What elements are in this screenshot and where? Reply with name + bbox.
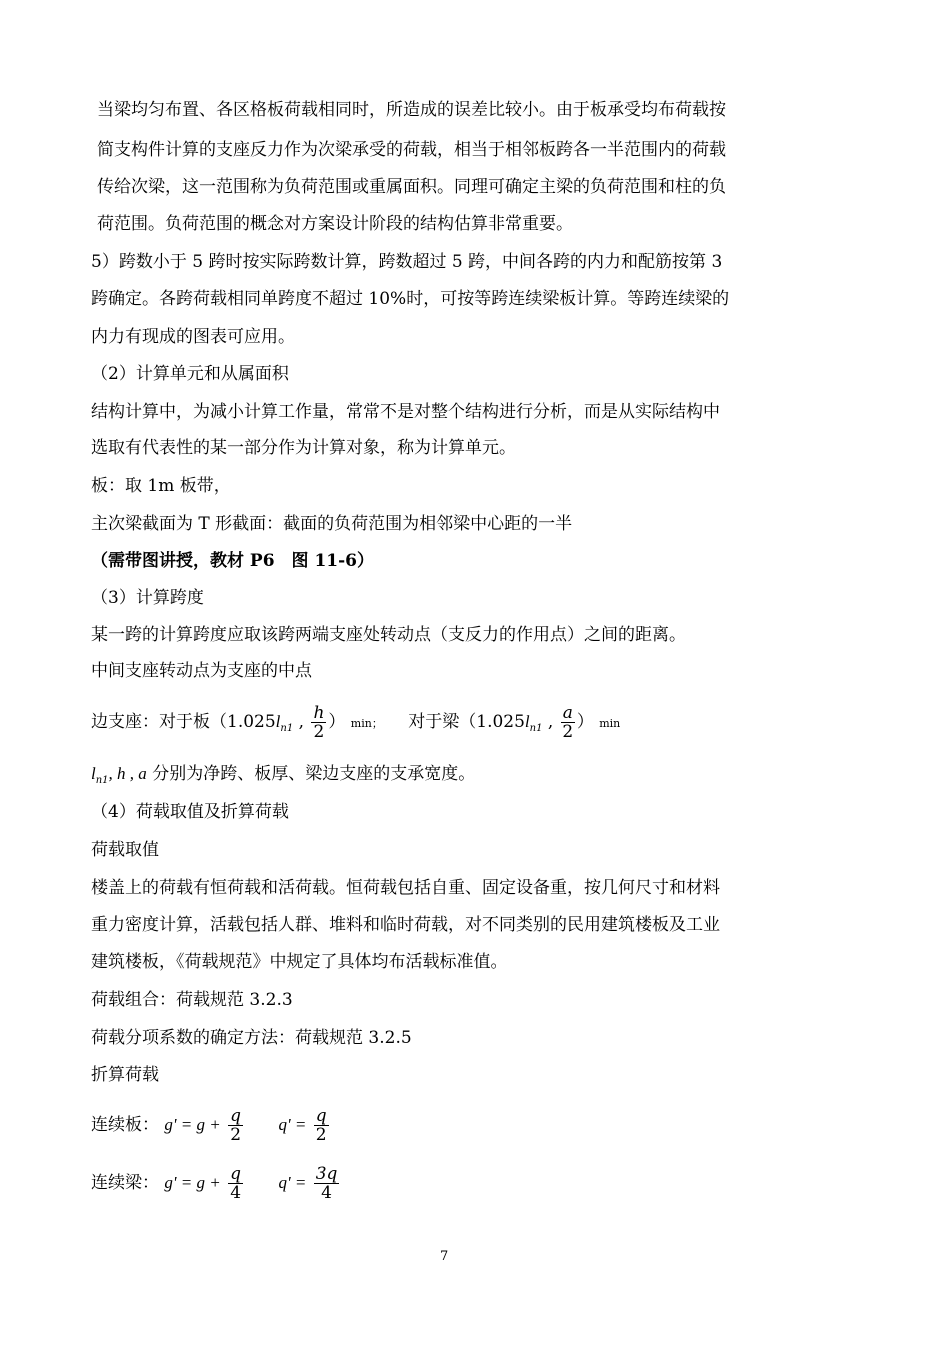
min-label: min (599, 717, 621, 730)
paragraph-line: 荷范围。负荷范围的概念对方案设计阶段的结构估算非常重要。 (97, 214, 573, 234)
numerator: q (315, 1106, 327, 1126)
fraction-q-over-2 (228, 1107, 243, 1144)
paragraph-line: 选取有代表性的某一部分作为计算对象，称为计算单元。 (91, 438, 516, 458)
paragraph-line: 中间支座转动点为支座的中点 (91, 661, 312, 681)
formula-label: 连续梁： (91, 1173, 159, 1193)
paragraph-line: 板：取 1m 板带， (91, 476, 231, 496)
paragraph-line: 某一跨的计算跨度应取该跨两端支座处转动点（支反力的作用点）之间的距离。 (91, 625, 686, 645)
paragraph-line: 荷载组合：荷载规范 3.2.3 (91, 990, 293, 1010)
page-number: 7 (440, 1249, 449, 1264)
variables-line (91, 763, 475, 792)
var-l: l (275, 712, 281, 731)
fraction-q-over-4 (228, 1165, 243, 1202)
section-heading: （3）计算跨度 (91, 588, 204, 608)
denominator: 2 (313, 722, 325, 742)
comma: , (542, 712, 554, 732)
q-equation: q' = (278, 1115, 307, 1134)
paragraph-line: 荷载分项系数的确定方法：荷载规范 3.2.5 (91, 1028, 412, 1048)
numerator: q (230, 1106, 242, 1126)
denominator: 2 (230, 1125, 242, 1145)
paragraph-line: 当梁均匀布置、各区格板荷载相同时，所造成的误差比较小。由于板承受均布荷载按 (97, 100, 726, 120)
paragraph-line: 结构计算中，为减小计算工作量，常常不是对整个结构进行分析，而是从实际结构中 (91, 402, 720, 422)
denominator: 4 (230, 1183, 242, 1203)
fraction-q-over-2 (314, 1107, 329, 1144)
denominator: 2 (562, 722, 574, 742)
bold-note: （需带图讲授，教材 P6 图 11-6） (91, 551, 374, 571)
section-heading: （4）荷载取值及折算荷载 (91, 802, 289, 822)
g-equation: g' = g + (164, 1115, 221, 1134)
denominator: 4 (321, 1183, 332, 1203)
subscript: n1 (529, 723, 543, 734)
var-l: l (524, 712, 530, 731)
formula-label: 连续板： (91, 1115, 159, 1135)
numerator: a (562, 703, 573, 723)
paragraph-line: 重力密度计算，活载包括人群、堆料和临时荷载，对不同类别的民用建筑楼板及工业 (91, 915, 720, 935)
paragraph-line: 内力有现成的图表可应用。 (91, 327, 295, 347)
comma: , (293, 712, 305, 732)
close-paren: ） (328, 712, 346, 732)
close-paren: ） (576, 712, 594, 732)
paragraph-line: 简支构件计算的支座反力作为次梁承受的荷载，相当于相邻板跨各一半范围内的荷载 (97, 140, 726, 160)
paragraph-line: 主次梁截面为 T 形截面：截面的负荷范围为相邻梁中心距的一半 (91, 514, 573, 534)
section-heading: （2）计算单元和从属面积 (91, 364, 289, 384)
paragraph-line: 折算荷载 (91, 1065, 159, 1085)
vars-description: 分别为净跨、板厚、梁边支座的支承宽度。 (152, 764, 476, 784)
q-equation: q' = (278, 1173, 307, 1192)
fraction-h-over-2 (311, 704, 326, 741)
formula-label: 边支座：对于板（1.025 (91, 712, 276, 732)
subscript: n1 (95, 775, 109, 786)
numerator: 3q (315, 1164, 338, 1184)
paragraph-line: 跨确定。各跨荷载相同单跨度不超过 10%时，可按等跨连续梁板计算。等跨连续梁的 (91, 289, 730, 309)
edge-support-formula (91, 702, 620, 749)
var-l: l (91, 764, 96, 783)
min-label: min； (350, 717, 383, 730)
paragraph-line: 建筑楼板，《荷载规范》中规定了具体均布活载标准值。 (91, 952, 508, 972)
paragraph-line: 传给次梁，这一范围称为负荷范围或重属面积。同理可确定主梁的负荷范围和柱的负 (97, 177, 726, 197)
paragraph-line: 楼盖上的荷载有恒荷载和活荷载。恒荷载包括自重、固定设备重，按几何尺寸和材料 (91, 878, 720, 898)
fraction-3q-over-4 (314, 1165, 340, 1202)
paragraph-line: 5）跨数小于 5 跨时按实际跨数计算，跨数超过 5 跨，中间各跨的内力和配筋按第 3 (91, 252, 723, 272)
numerator: q (230, 1164, 242, 1184)
paragraph-line: 荷载取值 (91, 840, 159, 860)
subscript: n1 (280, 723, 294, 734)
beam-formula (91, 1163, 341, 1203)
vars: , h , a (108, 764, 147, 783)
plate-formula (91, 1105, 331, 1145)
beam-label: 对于梁（1.025 (408, 712, 525, 732)
denominator: 2 (315, 1125, 327, 1145)
numerator: h (313, 703, 325, 723)
fraction-a-over-2 (561, 704, 575, 741)
g-equation: g' = g + (164, 1173, 221, 1192)
